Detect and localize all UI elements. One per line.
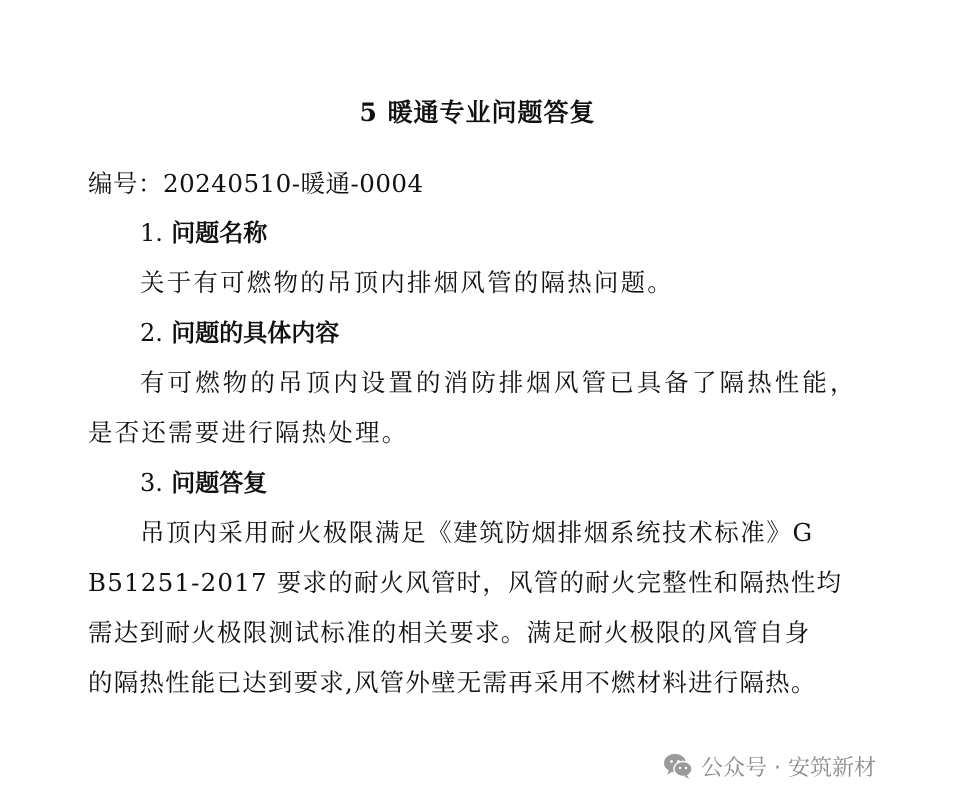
document-title: 5 暖通专业问题答复 [359, 98, 596, 127]
section-1-title: 问题名称 [171, 219, 268, 247]
watermark [663, 748, 876, 784]
section-3-heading [140, 468, 267, 498]
section-2-number: 2. [140, 319, 163, 347]
section-3-line-3: 需达到耐火极限测试标准的相关要求。满足耐火极限的风管自身 [88, 618, 811, 647]
section-3-line-2: B51251-2017 要求的耐火风管时，风管的耐火完整性和隔热性均 [88, 568, 843, 597]
section-3-number: 3. [140, 469, 163, 497]
section-3-line-1: 吊顶内采用耐火极限满足《建筑防烟排烟系统技术标准》G [140, 518, 814, 547]
watermark-text: 公众号 · 安筑新材 [701, 755, 876, 781]
section-2-line-1: 有可燃物的吊顶内设置的消防排烟风管已具备了隔热性能， [140, 368, 858, 397]
section-2-line-2: 是否还需要进行隔热处理。 [88, 418, 409, 447]
section-2-title: 问题的具体内容 [171, 319, 340, 347]
section-3-title: 问题答复 [171, 469, 268, 497]
section-1-line-1: 关于有可燃物的吊顶内排烟风管的隔热问题。 [140, 268, 674, 297]
section-1-number: 1. [140, 219, 163, 247]
document-code: 编号：20240510-暖通-0004 [88, 169, 424, 198]
section-1-heading [140, 218, 267, 248]
section-2-heading [140, 318, 339, 348]
wechat-icon [663, 752, 693, 780]
section-3-line-4: 的隔热性能已达到要求,风管外壁无需再采用不燃材料进行隔热。 [88, 668, 817, 697]
